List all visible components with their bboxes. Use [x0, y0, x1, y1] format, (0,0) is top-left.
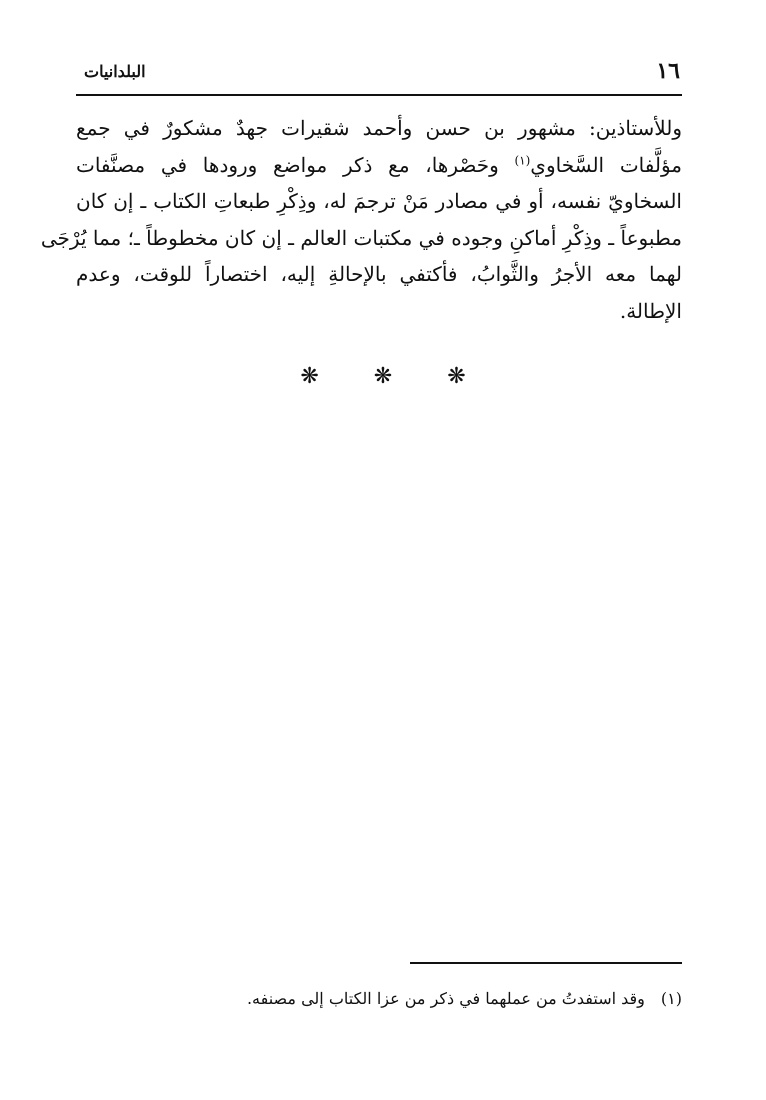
page-number: ١٦ — [656, 58, 680, 84]
body-line-2-prefix: مؤلَّفات السَّخاوي — [530, 152, 683, 177]
running-title: البلدانيات — [84, 62, 146, 81]
footnote-marker: (١) — [660, 989, 682, 1008]
footnote — [76, 986, 682, 1012]
body-line-6: الإطالة. — [619, 298, 682, 323]
footnote-reference: (١) — [514, 152, 531, 167]
body-line-2 — [76, 147, 682, 184]
body-line-4: مطبوعاً ـ وذِكْرِ أماكنِ وجوده في مكتبات العالم ـ إن كان مخطوطاً ـ؛ مما يُرْجَى — [40, 225, 682, 250]
page-header — [76, 56, 682, 96]
body-line-2-rest: وحَصْرها، مع ذكر مواضع ورودها في مصنَّفات — [76, 152, 499, 177]
body-line-3: السخاويّ نفسه، أو في مصادر مَنْ ترجمَ له، وذِكْرِ طبعاتِ الكتاب ـ إن كان — [76, 189, 682, 213]
body-paragraph — [40, 110, 683, 329]
body-line-5: لهما معه الأجرُ والثَّوابُ، فأكتفي بالإحالةِ إليه، اختصاراً للوقت، وعدم — [76, 262, 682, 286]
body-line-1: وللأستاذين: مشهور بن حسن وأحمد شقيرات جهدٌ مشكورٌ في جمع — [76, 116, 682, 140]
footnote-divider — [410, 962, 682, 964]
footnote-text: وقد استفدتُ من عملهما في ذكر من عزا الكتاب إلى مصنفه. — [246, 989, 645, 1008]
section-separator: ❋ ❋ ❋ — [300, 364, 490, 389]
